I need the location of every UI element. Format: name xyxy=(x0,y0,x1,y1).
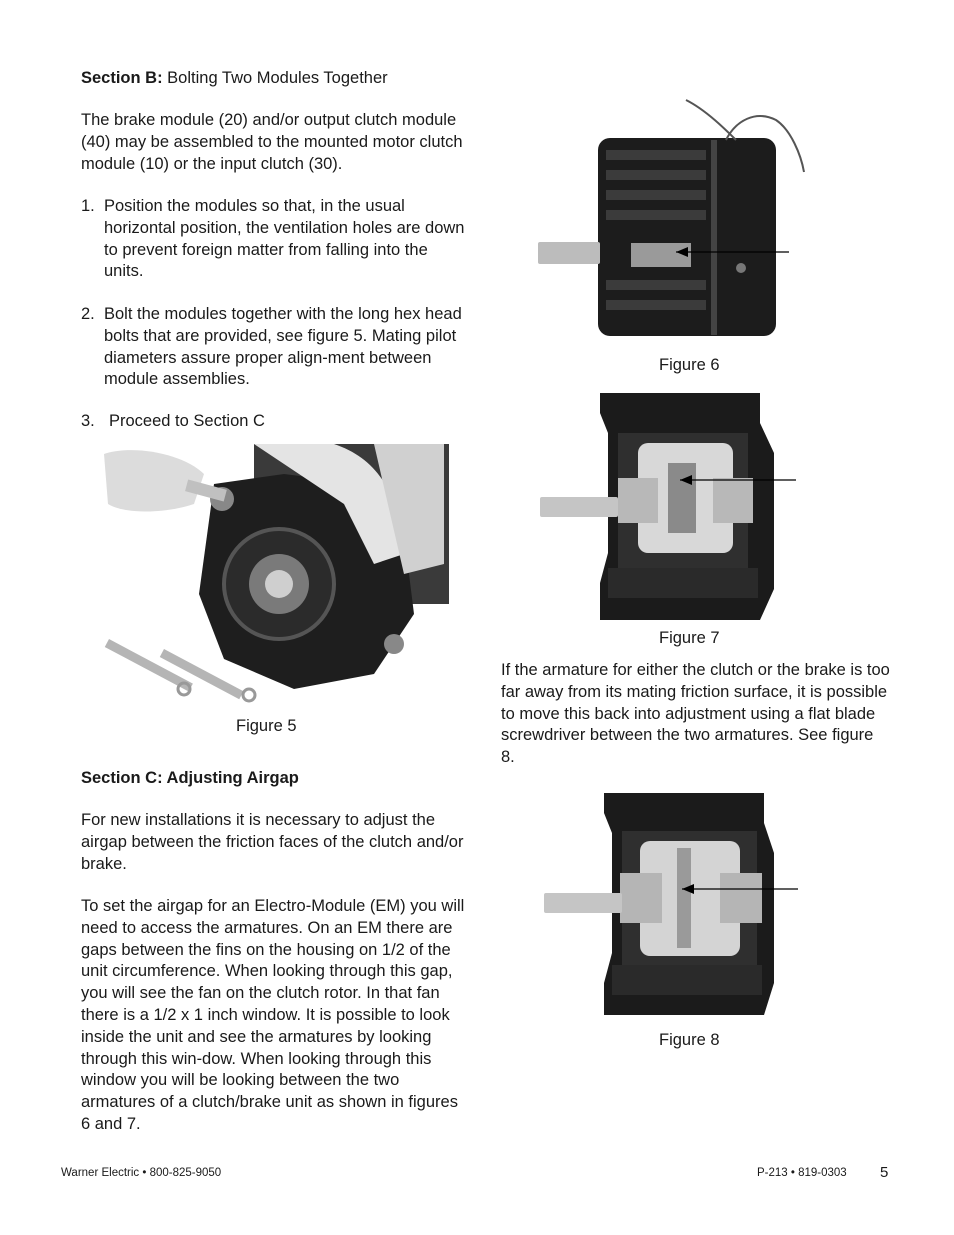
figure-5-photo xyxy=(104,444,449,706)
footer-doc-number: P-213 • 819-0303 xyxy=(757,1167,847,1179)
section-c-para-1: For new installations it is necessary to adjust the airgap between the friction faces of the clutch and/or brake. xyxy=(81,811,464,873)
step-2: 2. Bolt the modules together with the long hex head bolts that are provided, see figure 5. Mating pilot diameters assure proper align-ment between module assemblies. xyxy=(81,305,462,389)
page-number: 5 xyxy=(880,1164,889,1181)
figure-6-caption: Figure 6 xyxy=(659,356,720,374)
section-b-heading: Section B: Bolting Two Modules Together xyxy=(81,69,388,87)
figure-8-caption: Figure 8 xyxy=(659,1031,720,1049)
figure-8-photo xyxy=(542,793,800,1015)
figure-7-photo xyxy=(538,393,798,620)
figure-5-caption: Figure 5 xyxy=(236,717,297,735)
section-c-para-2: To set the airgap for an Electro-Module (EM) you will need to access the armatures. On an EM there are gaps between the fins on the housing on 1/2 of the unit circumference. When looking through this gap, you will see the fan on the clutch rotor. In that fan there is a 1/2 x 1 inch window. It is possible to look inside the unit and see the armatures by looking through this win-dow. When looking through this window you will be looking between the two armatures of a clutch/brake unit as shown in figures 6 and 7. xyxy=(81,897,465,1133)
figure-7-caption: Figure 7 xyxy=(659,629,720,647)
step-3: 3. Proceed to Section C xyxy=(81,412,265,430)
section-c-heading: Section C: Adjusting Airgap xyxy=(81,769,299,787)
footer-company: Warner Electric • 800-825-9050 xyxy=(61,1167,222,1179)
section-b-intro: The brake module (20) and/or output clutch module (40) may be assembled to the mounted motor clutch module (10) or the input clutch (30). xyxy=(81,111,463,173)
step-1: 1. Position the modules so that, in the usual horizontal position, the ventilation holes are down to prevent foreign matter from falling into the units. xyxy=(81,197,465,281)
right-paragraph: If the armature for either the clutch or the brake is too far away from its mating friction surface, it is possible to move this back into adjustment using a flat blade screwdriver between the two armatures. See figure 8. xyxy=(501,661,890,767)
figure-6-photo xyxy=(536,100,806,345)
